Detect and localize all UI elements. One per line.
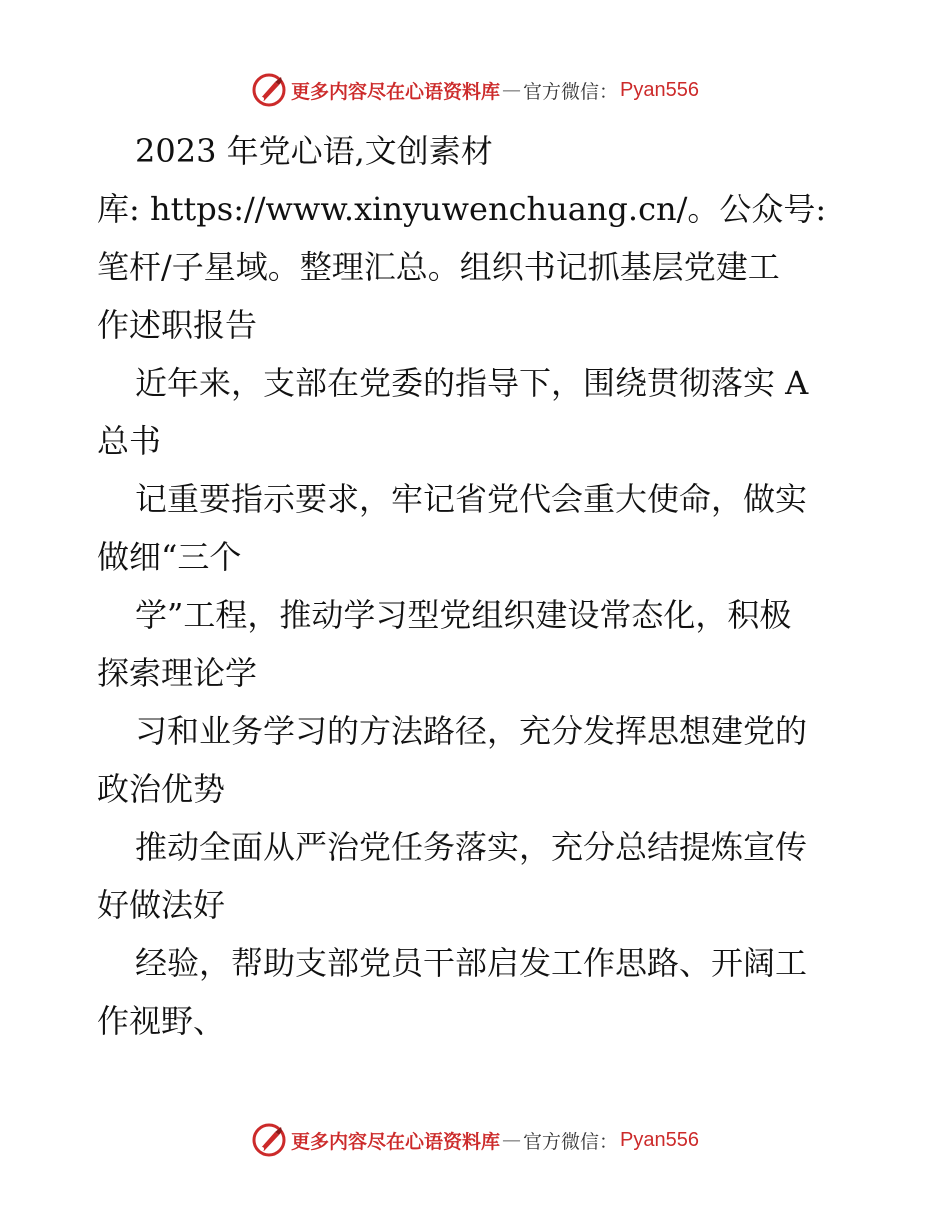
text-line: 库: https://www.xinyuwenchuang.cn/。公众号: <box>97 190 827 228</box>
text-line: 笔杆/子星域。整理汇总。组织书记抓基层党建工 <box>97 248 780 286</box>
text-line: 记重要指示要求，牢记省党代会重大使命，做实 <box>135 480 808 518</box>
text-line: 推动全面从严治党任务落实，充分总结提炼宣传 <box>135 828 808 866</box>
banner-official-label: 官方微信： <box>523 1130 619 1153</box>
text-line: 作述职报告 <box>97 306 258 344</box>
banner-separator: — <box>502 1129 522 1151</box>
text-line: 作视野、 <box>97 1002 226 1040</box>
header-banner <box>0 70 950 110</box>
text-line: 近年来，支部在党委的指导下，围绕贯彻落实 A <box>135 364 809 402</box>
banner-wechat-id: Pyan556 <box>620 1128 699 1151</box>
text-line: 做细“三个 <box>97 538 242 576</box>
quill-logo-icon <box>251 72 287 108</box>
text-line: 2023 年党心语,文创素材 <box>135 132 493 170</box>
text-line: 总书 <box>97 422 162 460</box>
text-line: 学”工程，推动学习型党组织建设常态化，积极 <box>135 596 792 634</box>
banner-wechat-id: Pyan556 <box>620 78 699 101</box>
banner-official-label: 官方微信： <box>523 80 619 103</box>
text-line: 习和业务学习的方法路径，充分发挥思想建党的 <box>135 712 808 750</box>
banner-slogan: 更多内容尽在心语资料库 <box>291 80 501 103</box>
banner-slogan: 更多内容尽在心语资料库 <box>291 1130 501 1153</box>
banner-separator: — <box>502 79 522 101</box>
text-line: 经验，帮助支部党员干部启发工作思路、开阔工 <box>135 944 808 982</box>
text-line: 政治优势 <box>97 770 226 808</box>
text-line: 好做法好 <box>97 886 226 924</box>
document-body <box>97 122 867 1050</box>
text-line: 探索理论学 <box>97 654 258 692</box>
quill-logo-icon <box>251 1122 287 1158</box>
footer-banner <box>0 1120 950 1160</box>
